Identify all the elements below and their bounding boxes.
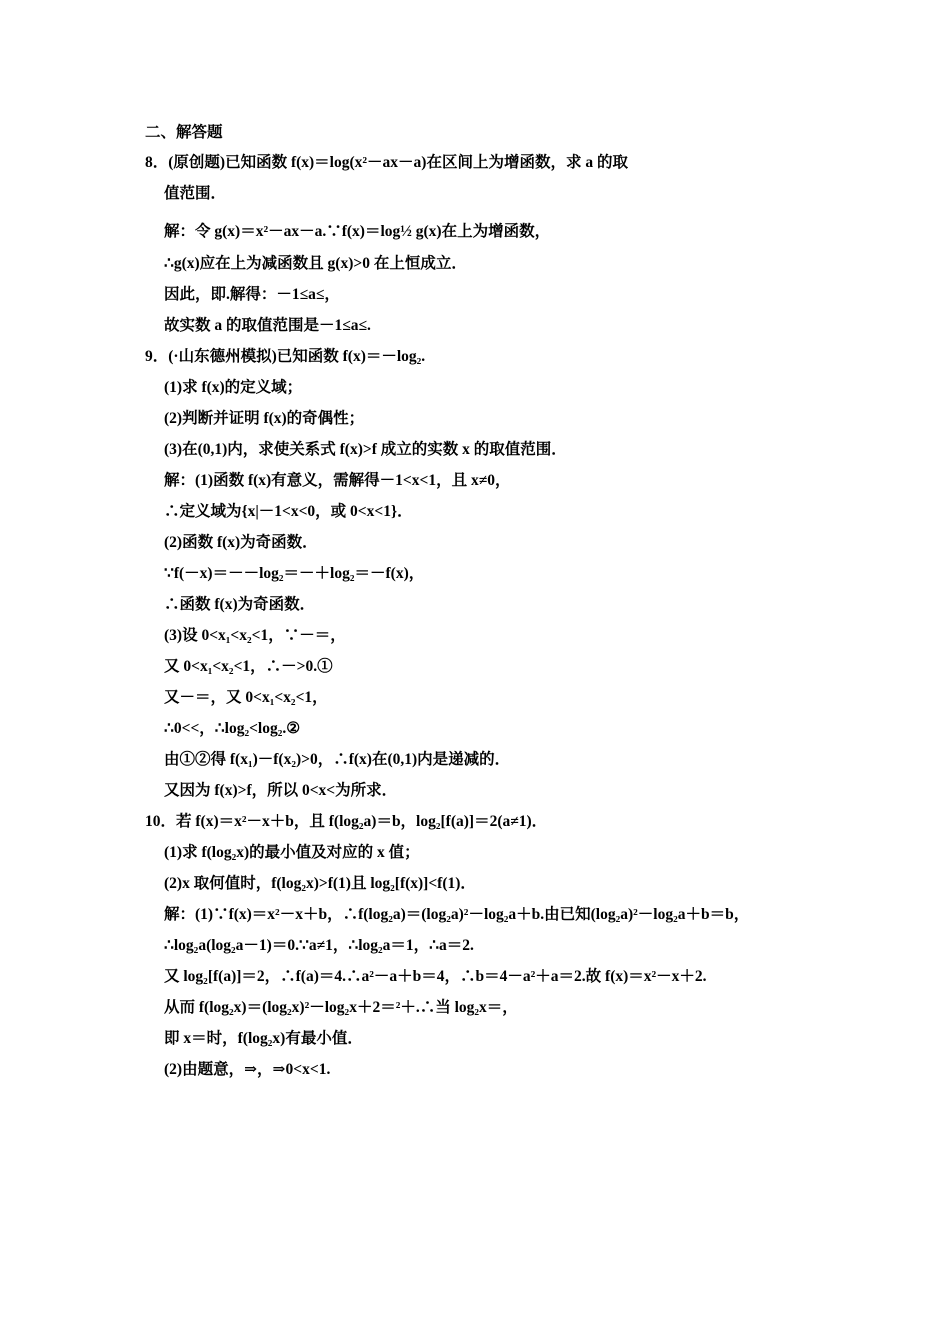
solution-9-line: 解：(1)函数 f(x)有意义，需解得－1<x<1，且 x≠0， xyxy=(164,472,511,489)
solution-9-line: ∵f(－x)＝－－log₂＝－＋log₂＝－f(x)， xyxy=(164,565,425,582)
solution-9-line: ∴0<<，∴log₂<log₂.② xyxy=(164,720,301,737)
problem-9-part: (2)判断并证明 f(x)的奇偶性； xyxy=(164,410,365,427)
solution-10-line: 从而 f(log₂x)＝(log₂x)²－log₂x＋2＝²＋.∴当 log₂x＝， xyxy=(164,999,518,1016)
solution-10-line: 又 log₂[f(a)]＝2，∴f(a)＝4.∴a²－a＋b＝4，∴b＝4－a²＋a＝2.故 f(x)＝x²－x＋2. xyxy=(164,968,707,985)
solution-9-line: 又因为 f(x)>f，所以 0<x<为所求． xyxy=(164,782,398,799)
solution-10-line: ∴log₂a(log₂a－1)＝0.∵a≠1，∴log₂a＝1，∴a＝2. xyxy=(164,937,474,954)
solution-9-line: 又－＝，又 0<x₁<x₂<1， xyxy=(164,689,328,706)
solution-9-line: ∴函数 f(x)为奇函数． xyxy=(164,596,316,613)
solution-10-line: 即 x＝时，f(log₂x)有最小值． xyxy=(164,1030,363,1047)
solution-9-line: ∴定义域为{x|－1<x<0，或 0<x<1}． xyxy=(164,503,413,520)
solution-8-line: 因此，即.解得：－1≤a≤， xyxy=(164,286,340,303)
problem-8-statement: 8．(原创题)已知函数 f(x)＝log(x²－ax－a)在区间上为增函数，求 a 的取 xyxy=(145,154,628,171)
problem-10-part: (2)x 取何值时，f(log₂x)>f(1)且 log₂[f(x)]<f(1)． xyxy=(164,875,476,892)
solution-8-line: 故实数 a 的取值范围是－1≤a≤. xyxy=(164,317,371,334)
solution-10-line: 解：(1)∵f(x)＝x²－x＋b，∴f(log₂a)＝(log₂a)²－log₂a＋b.由已知(log₂a)²－log₂a＋b＝b， xyxy=(164,906,750,923)
problem-9-part: (3)在(0,1)内，求使关系式 f(x)>f 成立的实数 x 的取值范围． xyxy=(164,441,567,458)
solution-8-line: 解：令 g(x)＝x²－ax－a.∵f(x)＝log½ g(x)在上为增函数， xyxy=(164,223,551,240)
problem-9-statement: 9．(·山东德州模拟)已知函数 f(x)＝－log₂. xyxy=(145,348,426,365)
solution-9-line: (3)设 0<x₁<x₂<1，∵－＝， xyxy=(164,627,346,644)
section-title: 二、解答题 xyxy=(145,124,223,141)
solution-8-line: ∴g(x)应在上为减函数且 g(x)>0 在上恒成立． xyxy=(164,255,467,272)
problem-10-part: (1)求 f(log₂x)的最小值及对应的 x 值； xyxy=(164,844,420,861)
problem-8-statement-cont: 值范围． xyxy=(164,185,227,202)
problem-9-part: (1)求 f(x)的定义域； xyxy=(164,379,303,396)
solution-9-line: 又 0<x₁<x₂<1，∴－>0.① xyxy=(164,658,333,675)
problem-10-statement: 10．若 f(x)＝x²－x＋b，且 f(log₂a)＝b，log₂[f(a)]＝2(a≠1)． xyxy=(145,813,548,830)
solution-9-line: (2)函数 f(x)为奇函数． xyxy=(164,534,318,551)
solution-10-line: (2)由题意，⇒，⇒0<x<1. xyxy=(164,1061,331,1078)
solution-9-line: 由①②得 f(x₁)－f(x₂)>0，∴f(x)在(0,1)内是递减的． xyxy=(164,751,511,768)
